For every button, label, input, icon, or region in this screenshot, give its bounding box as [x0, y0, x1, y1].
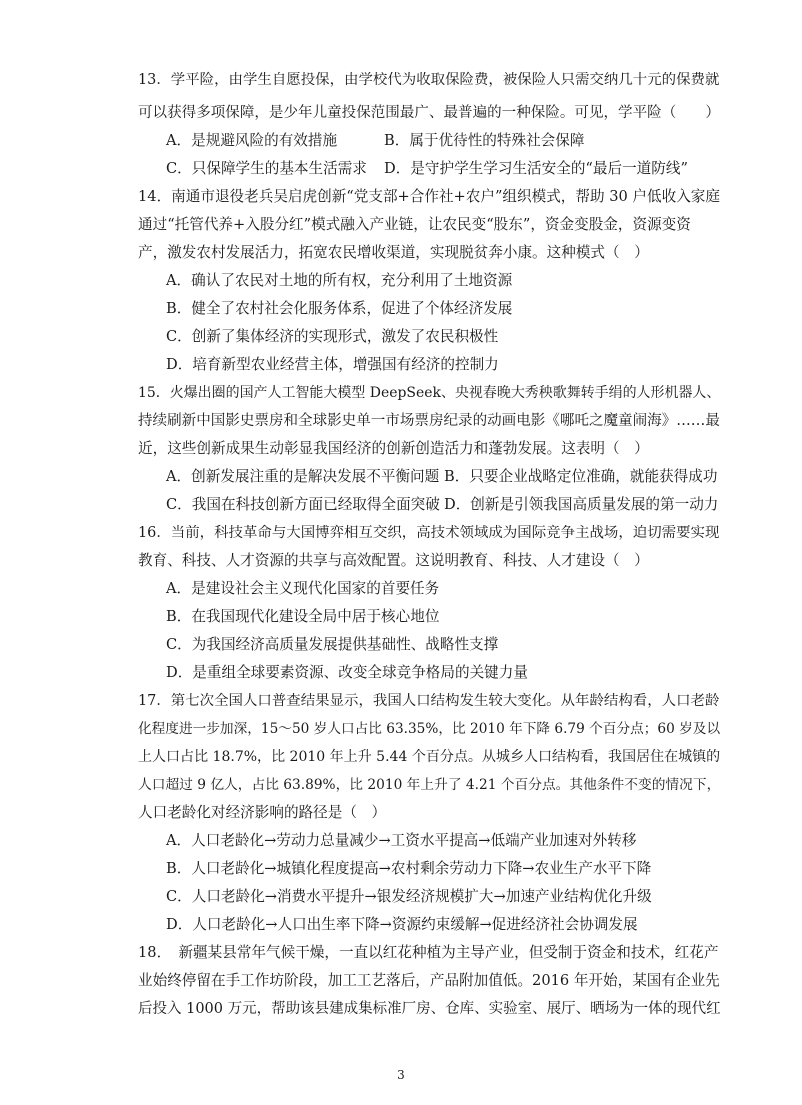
q13-stem-line2: 可以获得多项保障，是少年儿童投保范围最广、最普遍的一种保险。可见，学平险（ ） — [138, 104, 720, 121]
q16-option-c: C．为我国经济高质量发展提供基础性、战略性支撑 — [166, 636, 499, 653]
q15-option-c: C．我国在科技创新方面已经取得全面突破 — [166, 496, 440, 513]
q17-stem-line1: 17．第七次全国人口普查结果显示，我国人口结构发生较大变化。从年龄结构看，人口老龄 — [138, 693, 720, 709]
q15-option-b: B．只要企业战略定位准确，就能获得成功 — [444, 468, 718, 485]
q17-option-b: B．人口老龄化→城镇化程度提高→农村剩余劳动力下降→农业生产水平下降 — [166, 860, 652, 877]
q17-option-a: A．人口老龄化→劳动力总量减少→工资水平提高→低端产业加速对外转移 — [166, 832, 637, 849]
q16-option-b: B．在我国现代化建设全局中居于核心地位 — [166, 608, 440, 625]
q16-stem-line1: 16．当前，科技革命与大国博弈相互交织，高技术领域成为国际竞争主战场，迫切需要实现 — [138, 525, 720, 541]
q17-option-d: D．人口老龄化→人口出生率下降→资源约束缓解→促进经济社会协调发展 — [166, 916, 638, 933]
q14-stem-line3: 产，激发农村发展活力，拓宽农民增收渠道，实现脱贫奔小康。这种模式（ ） — [138, 244, 649, 261]
q17-option-c: C．人口老龄化→消费水平提升→银发经济规模扩大→加速产业结构优化升级 — [166, 888, 652, 905]
q13-option-b: B．属于优待性的特殊社会保障 — [384, 132, 585, 149]
q14-stem-line1: 14．南通市退役老兵吴启虎创新“党支部+合作社+农户”组织模式，帮助 30 户低收入家庭 — [138, 188, 720, 205]
q15-stem-line1: 15．火爆出圈的国产人工智能大模型 DeepSeek、央视春晚大秀秧歌舞转手绢的人形机器人、 — [138, 385, 721, 401]
q13-option-a: A．是规避风险的有效措施 — [166, 132, 338, 149]
q17-stem-line5: 人口老龄化对经济影响的路径是（ ） — [138, 804, 387, 821]
q15-option-d: D．创新是引领我国高质量发展的第一动力 — [444, 496, 719, 513]
q15-stem-line3: 近，这些创新成果生动彰显我国经济的创新创造活力和蓬勃发展。这表明（ ） — [138, 440, 649, 457]
q16-option-d: D．是重组全球要素资源、改变全球竞争格局的关键力量 — [166, 664, 528, 681]
q16-stem-line2: 教育、科技、人才资源的共享与高效配置。这说明教育、科技、人才建设（ ） — [138, 552, 649, 569]
q14-option-d: D．培育新型农业经营主体，增强国有经济的控制力 — [166, 356, 499, 373]
q13-stem-line1: 13．学平险，由学生自愿投保，由学校代为收取保险费，被保险人只需交纳几十元的保费就 — [138, 72, 720, 88]
q18-stem-line2: 业始终停留在手工作坊阶段，加工工艺落后，产品附加值低。2016 年开始，某国有企业先 — [138, 972, 720, 989]
page-number: 3 — [397, 1068, 405, 1082]
q13-option-c: C．只保障学生的基本生活需求 — [166, 160, 367, 177]
q15-option-a: A．创新发展注重的是解决发展不平衡问题 — [166, 468, 440, 485]
q14-option-b: B．健全了农村社会化服务体系，促进了个体经济发展 — [166, 300, 513, 317]
q14-option-c: C．创新了集体经济的实现形式，激发了农民积极性 — [166, 328, 499, 345]
q18-stem-line3: 后投入 1000 万元，帮助该县建成集标准厂房、仓库、实验室、展厅、晒场为一体的现代红 — [138, 1001, 721, 1017]
q18-stem-line1: 18． 新疆某县常年气候干燥，一直以红花种植为主导产业，但受制于资金和技术，红花产 — [138, 944, 719, 961]
q14-option-a: A．确认了农民对土地的所有权，充分利用了土地资源 — [166, 272, 513, 289]
q13-option-d: D．是守护学生学习生活安全的“最后一道防线” — [384, 160, 688, 177]
q17-stem-line4: 人口超过 9 亿人，占比 63.89%，比 2010 年上升了 4.21 个百分点。其他条件不变的情况下， — [138, 777, 721, 793]
q17-stem-line3: 上人口占比 18.7%，比 2010 年上升 5.44 个百分点。从城乡人口结构看，我国居住在城镇的 — [138, 749, 721, 765]
q14-stem-line2: 通过“托管代养+入股分红”模式融入产业链，让农民变“股东”，资金变股金，资源变资 — [138, 216, 691, 233]
q16-option-a: A．是建设社会主义现代化国家的首要任务 — [166, 580, 440, 597]
q15-stem-line2: 持续刷新中国影史票房和全球影史单一市场票房纪录的动画电影《哪吒之魔童闹海》……最 — [138, 412, 720, 429]
q17-stem-line2: 化程度进一步加深，15～50 岁人口占比 63.35%，比 2010 年下降 6.79 个百分点；60 岁及以 — [138, 721, 721, 737]
